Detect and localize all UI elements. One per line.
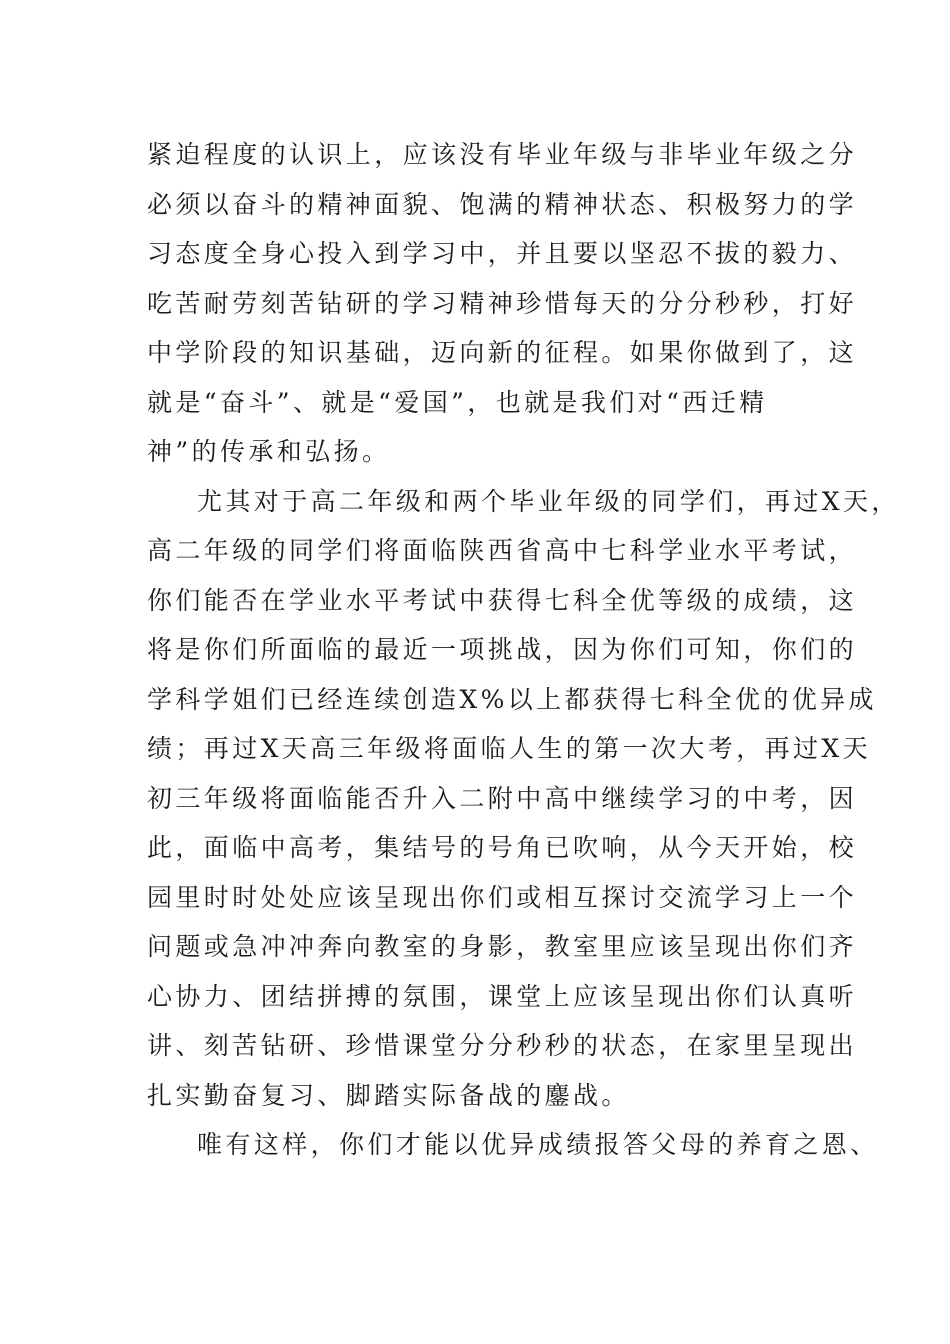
text-line: 就是“奋斗”、就是“爱国”，也就是我们对“西迁精 xyxy=(147,387,768,417)
paragraph-3 xyxy=(147,1120,879,1170)
text-line: 神”的传承和弘扬。 xyxy=(147,437,391,466)
text-line: 紧迫程度的认识上，应该没有毕业年级与非毕业年级之分 xyxy=(147,140,858,169)
text-line: 高二年级的同学们将面临陕西省高中七科学业水平考试， xyxy=(147,536,858,565)
paragraph-1 xyxy=(147,130,858,477)
text-line: 吃苦耐劳刻苦钻研的学习精神珍惜每天的分分秒秒，打好 xyxy=(147,288,858,318)
text-line: 学科学姐们已经连续创造X%以上都获得七科全优的优异成 xyxy=(147,684,877,714)
text-line: 问题或急冲冲奔向教室的身影，教室里应该呈现出你们齐 xyxy=(147,932,858,961)
text-line: 尤其对于高二年级和两个毕业年级的同学们，再过X天， xyxy=(197,486,900,516)
text-line: 绩；再过X天高三年级将面临人生的第一次大考，再过X天 xyxy=(147,734,871,763)
text-line: 将是你们所面临的最近一项挑战，因为你们可知，你们的 xyxy=(147,635,858,664)
text-line: 必须以奋斗的精神面貌、饱满的精神状态、积极努力的学 xyxy=(147,189,858,219)
text-line: 习态度全身心投入到学习中，并且要以坚忍不拔的毅力、 xyxy=(147,239,858,268)
text-line: 心协力、团结拼搏的氛围，课堂上应该呈现出你们认真听 xyxy=(147,981,858,1011)
text-line: 此，面临中高考，集结号的号角已吹响，从今天开始，校 xyxy=(147,833,858,862)
text-line: 中学阶段的知识基础，迈向新的征程。如果你做到了，这 xyxy=(147,338,858,367)
text-line: 初三年级将面临能否升入二附中高中继续学习的中考，因 xyxy=(147,783,858,813)
text-line: 扎实勤奋复习、脚踏实际备战的鏖战。 xyxy=(147,1080,630,1110)
paragraph-2 xyxy=(147,477,900,1121)
text-line: 唯有这样，你们才能以优异成绩报答父母的养育之恩、 xyxy=(197,1130,879,1159)
text-line: 园里时时处处应该呈现出你们或相互探讨交流学习上一个 xyxy=(147,882,858,912)
body-text xyxy=(147,130,900,1170)
text-line: 你们能否在学业水平考试中获得七科全优等级的成绩，这 xyxy=(147,585,858,615)
text-line: 讲、刻苦钻研、珍惜课堂分分秒秒的状态，在家里呈现出 xyxy=(147,1031,858,1060)
